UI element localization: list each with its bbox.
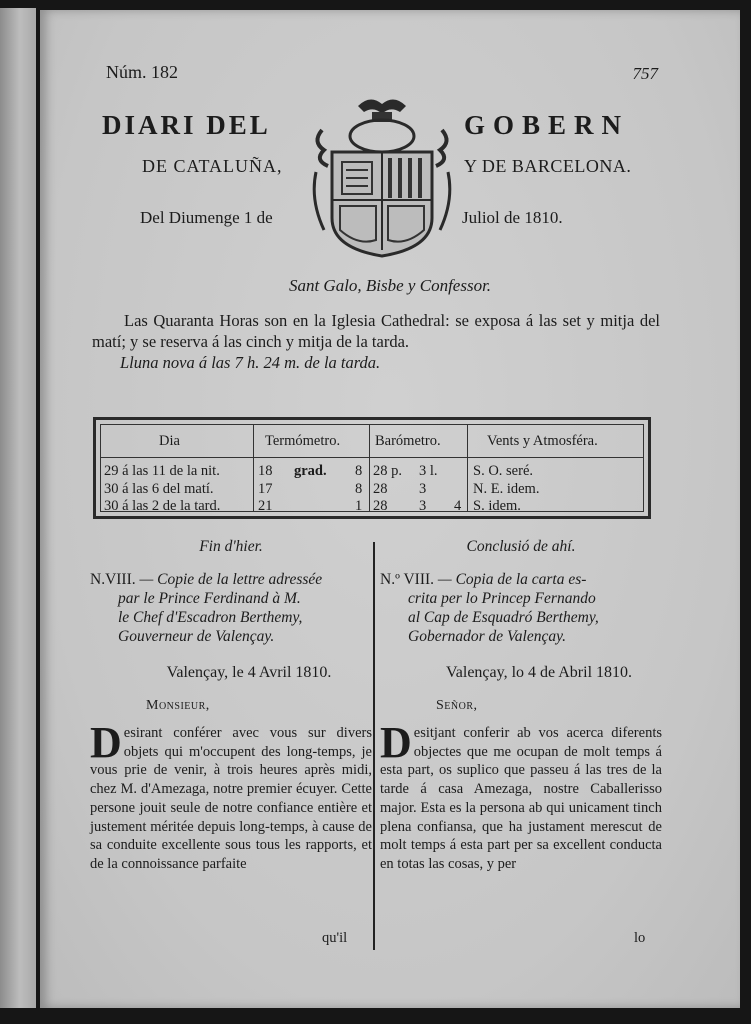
- right-column-catalan: [380, 538, 662, 874]
- issue-date-left: Del Diumenge 1 de: [140, 208, 273, 227]
- catchword-left: qu'il: [322, 930, 348, 946]
- catchword-right: lo: [634, 930, 646, 946]
- coat-of-arms-icon: [306, 90, 458, 262]
- saint-of-the-day: Sant Galo, Bisbe y Confessor.: [288, 276, 492, 295]
- masthead-subtitle-left: DE CATALUÑA,: [142, 156, 283, 176]
- letter-body: D esirant conférer avec vous sur divers objets qui m'occupent des long-temps, je vous prie de venir, à trois heures après midi, chez M. d'Amezaga, notre premier écuyer. Cette persone jouit seule de notre confiance entière et justement méritée depuis long-temps, à cause de sa conduite excellente sous tous les rapports, et de la connoissance parfaite: [90, 718, 372, 872]
- weather-table: Dia Termómetro. Barómetro. Vents y Atmosféra. 29 á las 11 de la nit. 18 grad. 8 28 p. 3 l. S. O. seré. 30 á las 6 del matí. 17 8 28 3 N. E. idem. 30 á las 2 de la tard. 21 1 28 3 4 S. idem.: [93, 417, 651, 519]
- drop-cap: D: [380, 718, 412, 767]
- column-heading: Conclusió de ahí.: [466, 538, 576, 555]
- newspaper-page: [40, 10, 740, 1008]
- document-title: N.º VIII. — Copia de la carta es- crita per lo Princep Fernando al Cap de Esquadró Berthemy, Gobernador de Valençay.: [380, 571, 599, 645]
- column-heading: Fin d'hier.: [199, 538, 263, 555]
- header-barometro: Barómetro.: [375, 433, 441, 449]
- issue-date-right: Juliol de 1810.: [462, 208, 563, 227]
- left-column-french: [90, 538, 372, 874]
- moon-phase: Lluna nova á las 7 h. 24 m. de la tarda.: [120, 353, 381, 372]
- header-vents: Vents y Atmosféra.: [487, 433, 598, 449]
- letter-body: D esitjant conferir ab vos acerca diferents objectes que me ocupan de molt temps á esta part, os suplico que passeu á las tres de la tarde á casa Amezaga, nostre Caballerisso major. Esta es la persona ab qui unicament tinch plena confiansa, que ha justament merescut de molt temps á esta part per sa excellent conducta en totas las cosas, y per: [380, 718, 662, 872]
- masthead-title-left: DIARI DEL: [102, 110, 271, 140]
- quaranta-horas-notice: [92, 310, 660, 373]
- place-date: Valençay, lo 4 de Abril 1810.: [445, 664, 633, 681]
- notice-text: Las Quaranta Horas son en la Iglesia Cathedral: se exposa á las set y mitja del matí; y se reserva á las cinch y mitja de la tarda.: [92, 311, 660, 351]
- masthead-title-right: GOBERN: [464, 110, 630, 140]
- document-title: N.VIII. — Copie de la lettre adressée par le Prince Ferdinand à M. le Chef d'Escadron Berthemy, Gouverneur de Valençay.: [90, 571, 323, 645]
- salutation: Monsieur,: [146, 698, 210, 713]
- header-dia: Dia: [159, 433, 180, 449]
- issue-number: Núm. 182: [106, 62, 178, 82]
- salutation: Señor,: [436, 698, 478, 713]
- place-date: Valençay, le 4 Avril 1810.: [166, 664, 332, 681]
- facing-page-edge: [0, 8, 36, 1008]
- drop-cap: D: [90, 718, 122, 767]
- header-termometro: Termómetro.: [265, 433, 341, 449]
- column-divider: [373, 542, 375, 950]
- page-number: 757: [632, 64, 658, 83]
- masthead-subtitle-right: Y DE BARCELONA.: [464, 156, 632, 176]
